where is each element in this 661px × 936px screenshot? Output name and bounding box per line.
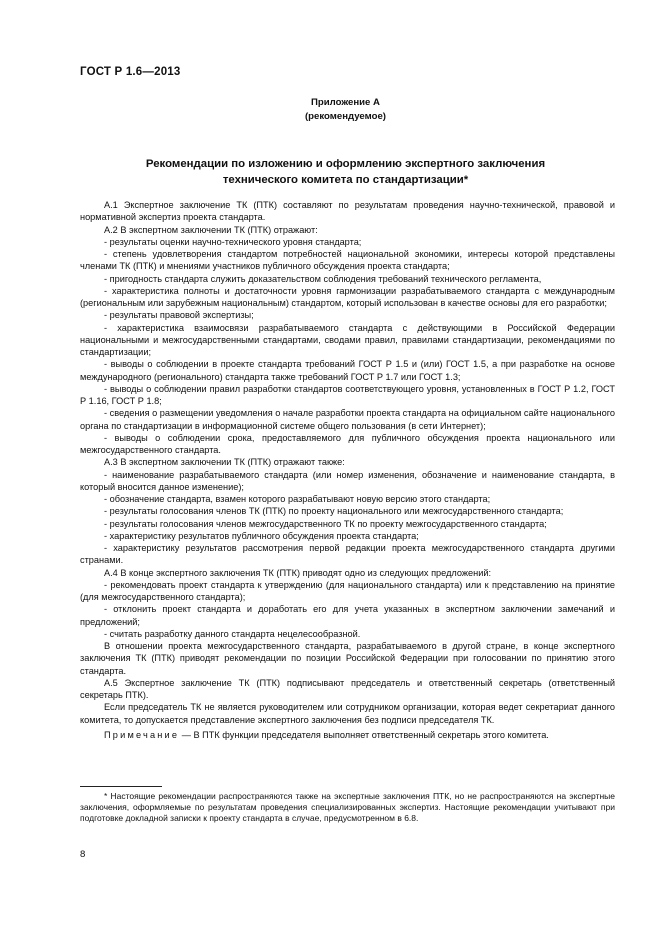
annex-label: Приложение А — [311, 97, 380, 108]
note-label: Примечание — [104, 729, 180, 740]
list-item: - результаты голосования членов межгосударственного ТК по проекту межгосударственного стандарта; — [104, 518, 547, 529]
list-item: - характеристику результатов публичного обсуждения проекта стандарта; — [104, 530, 419, 541]
paragraph: Если председатель ТК не является руководителем или сотрудником организации, которая ведет секретариат данного комитета, то допускается представление экспертного заключения без подписи председателя ТК. — [80, 702, 615, 725]
list-item: - степень удовлетворения стандартом потребностей национальной экономики, интересы которой представлены членами ТК (ПТК) и мнениями участников публичного обсуждения проекта стандарта; — [80, 249, 615, 272]
list-item: - выводы о соблюдении в проекте стандарта требований ГОСТ Р 1.5 и (или) ГОСТ 1.5, а при разработке на основе международного (регионального) стандарта также требований ГОСТ Р 1.7 или ГОСТ 1.3; — [80, 359, 615, 382]
body-text — [80, 199, 615, 741]
paragraph: А.4 В конце экспертного заключения ТК (ПТК) приводят одно из следующих предложений: — [104, 567, 492, 578]
list-item: - результаты правовой экспертизы; — [104, 310, 254, 321]
list-item: - рекомендовать проект стандарта к утверждению (для национального стандарта) или к представлению на принятие (для межгосударственного стандарта); — [80, 579, 615, 602]
paragraph: А.2 В экспертном заключении ТК (ПТК) отражают: — [104, 224, 318, 235]
list-item: - результаты оценки научно-технического уровня стандарта; — [104, 236, 362, 247]
list-item: - характеристика полноты и достаточности уровня гармонизации разрабатываемого стандарта с международным (региональным или зарубежным национальным) стандартом, который использован в качестве основы для его разработки; — [80, 285, 615, 308]
list-item: - сведения о размещении уведомления о начале разработки проекта стандарта на официальном сайте национального органа по стандартизации в информационной системе общего пользования (в сети Интернет); — [80, 408, 615, 431]
list-item: - выводы о соблюдении правил разработки стандартов соответствующего уровня, установленных в ГОСТ Р 1.2, ГОСТ Р 1.16, ГОСТ Р 1.8; — [80, 383, 615, 406]
list-item: - наименование разрабатываемого стандарта (или номер изменения, обозначение и наименование стандарта, в который вносится данное изменение); — [80, 469, 615, 492]
note-paragraph — [80, 729, 615, 741]
list-item: - считать разработку данного стандарта нецелесообразной. — [104, 628, 361, 639]
note-text: — В ПТК функции председателя выполняет ответственный секретарь этого комитета. — [179, 729, 549, 740]
title-line-2: технического комитета по стандартизации* — [222, 174, 469, 186]
page-number: 8 — [80, 849, 86, 860]
list-item: - характеристику результатов рассмотрения первой редакции проекта межгосударственного стандарта другими странами. — [80, 543, 615, 566]
annex-heading — [80, 96, 611, 124]
list-item: - обозначение стандарта, взамен которого разрабатывают новую версию этого стандарта; — [104, 494, 491, 504]
paragraph: В отношении проекта межгосударственного стандарта, разрабатываемого в другой стране, в конце экспертного заключения ТК (ПТК) приводят рекомендации по позиции Российской Федерации при голосовании по принятию этого стандарта. — [80, 641, 615, 676]
list-item: - выводы о соблюдении срока, предоставляемого для публичного обсуждения проекта национального или межгосударственного стандарта. — [80, 432, 615, 455]
list-item: - пригодность стандарта служить доказательством соблюдения требований технического регламента, — [104, 273, 542, 284]
footnote-divider — [80, 786, 162, 787]
annex-status: (рекомендуемое) — [304, 111, 386, 122]
paragraph: А.5 Экспертное заключение ТК (ПТК) подписывают председатель и ответственный секретарь (ответственный секретарь ПТК). — [80, 677, 615, 700]
paragraph: А.1 Экспертное заключение ТК (ПТК) составляют по результатам проведения научно-технической, правовой и нормативной экспертиз проекта стандарта. — [80, 200, 615, 223]
list-item: - отклонить проект стандарта и доработать его для учета указанных в экспертном заключении замечаний и предложений; — [80, 604, 615, 627]
footnote-text: * Настоящие рекомендации распространяются также на экспертные заключения ПТК, но не распространяются на экспертные заключения, оформляемые по результатам проведения специализированных экспертиз. Настоящие рекомендации учитывают при подготовке докладной записки к проекту стандарта в случае, предусмотренном в 6.8. — [80, 791, 615, 824]
list-item: - характеристика взаимосвязи разрабатываемого стандарта с действующими в Российской Федерации национальными и межгосударственными стандартами, сводами правил, правилами стандартизации, рекомендациями по стандартизации; — [80, 322, 615, 357]
document-title — [80, 156, 611, 188]
standard-header: ГОСТ Р 1.6—2013 — [80, 66, 181, 78]
list-item: - результаты голосования членов ТК (ПТК) по проекту национального или межгосударственного стандарта; — [104, 506, 564, 517]
paragraph: А.3 В экспертном заключении ТК (ПТК) отражают также: — [104, 457, 345, 468]
title-line-1: Рекомендации по изложению и оформлению экспертного заключения — [145, 158, 546, 170]
footnote — [80, 791, 615, 825]
